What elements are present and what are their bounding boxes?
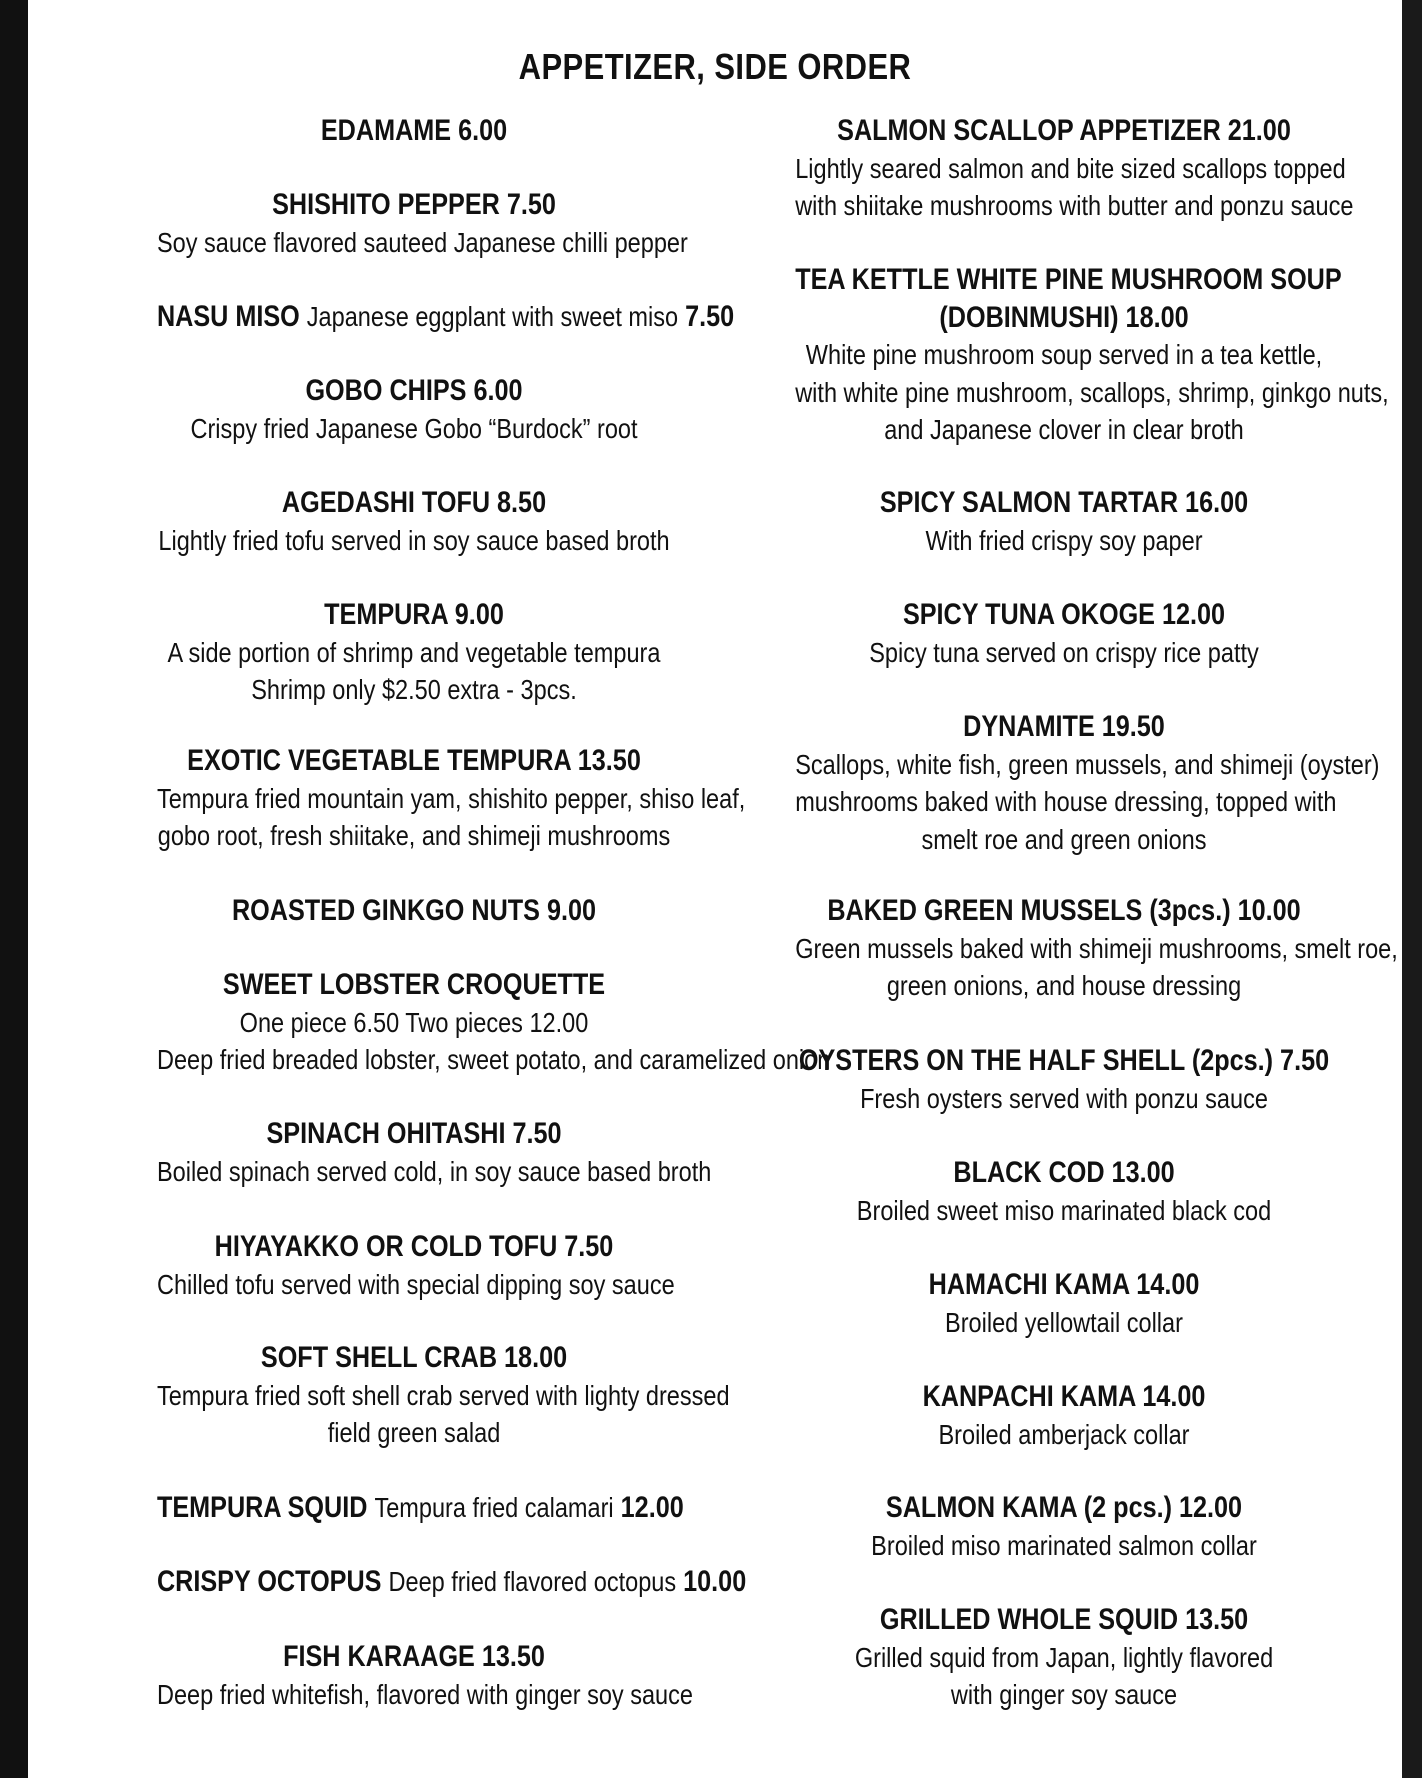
item-description: smelt roe and green onions [921,823,1207,855]
item-name-text: TEMPURA SQUID [156,1491,368,1524]
menu-page [28,0,1402,1778]
item-name: SPICY SALMON TARTAR 16.00 [879,486,1249,519]
item-name: SALMON KAMA (2 pcs.) 12.00 [885,1491,1243,1524]
menu-item [744,1154,1384,1229]
menu-item [108,186,720,261]
menu-item [744,484,1384,559]
menu-item [108,742,746,855]
item-name: TEMPURA 9.00 [324,598,504,631]
menu-item [108,966,831,1079]
item-description: Spicy tuna served on crispy rice patty [869,636,1259,668]
menu-item [744,1266,1384,1341]
item-name-text: CRISPY OCTOPUS [156,1565,382,1598]
item-name: SWEET LOBSTER CROQUETTE [222,968,606,1001]
item-description: with ginger soy sauce [950,1679,1178,1710]
menu-item [108,892,720,930]
menu-item [108,1638,720,1713]
item-description: Soy sauce flavored sauteed Japanese chilli pepper [156,226,688,258]
item-name: AGEDASHI TOFU 8.50 [281,486,547,519]
item-description: Tempura fried soft shell crab served with lighty dressed [156,1379,730,1411]
item-description: Deep fried breaded lobster, sweet potato, and caramelized onion [156,1044,831,1075]
item-name: HIYAYAKKO OR COLD TOFU 7.50 [214,1230,614,1263]
item-description: Lightly seared salmon and bite sized scallops topped [795,152,1346,184]
item-description: Broiled amberjack collar [938,1418,1190,1450]
item-name [156,1489,684,1527]
item-name: FISH KARAAGE 13.50 [283,1640,545,1673]
item-price: 7.50 [685,300,735,333]
item-description: Chilled tofu served with special dipping soy sauce [156,1268,675,1300]
item-description: with shiitake mushrooms with butter and ponzu sauce [795,190,1354,221]
menu-item [744,708,1384,858]
menu-item [108,1115,720,1190]
menu-item [108,484,720,559]
item-description: Crispy fried Japanese Gobo “Burdock” root [190,412,638,444]
item-name-cont: (DOBINMUSHI) 18.00 [939,300,1189,334]
item-description: A side portion of shrimp and vegetable tempura [167,636,661,668]
menu-item [744,112,1384,225]
menu-item [108,112,720,150]
item-description: Fresh oysters served with ponzu sauce [860,1082,1268,1114]
item-description: green onions, and house dressing [886,970,1242,1001]
item-description: Grilled squid from Japan, lightly flavored [854,1641,1274,1673]
menu-item [108,1563,747,1601]
menu-item [744,1601,1384,1714]
menu-item [744,1378,1384,1453]
item-name: GRILLED WHOLE SQUID 13.50 [879,1603,1249,1636]
menu-item [744,261,1389,449]
item-name: SHISHITO PEPPER 7.50 [272,188,556,221]
item-price: 10.00 [683,1565,747,1598]
item-name: DYNAMITE 19.50 [963,710,1165,743]
item-description: Deep fried whitefish, flavored with ginger soy sauce [156,1678,693,1710]
item-name [156,1563,747,1601]
item-description: mushrooms baked with house dressing, topped with [795,786,1337,817]
menu-item [744,596,1384,671]
menu-item [108,1339,730,1452]
menu-item [108,298,735,336]
item-inline-desc: Deep fried flavored octopus [388,1566,677,1597]
item-inline-desc: Japanese eggplant with sweet miso [306,301,679,332]
item-description: field green salad [327,1417,501,1448]
item-name: SALMON SCALLOP APPETIZER 21.00 [837,114,1291,147]
menu-item [108,1489,720,1527]
menu-item [108,596,720,709]
item-description: and Japanese clover in clear broth [884,414,1244,445]
item-name: EDAMAME 6.00 [320,114,508,147]
page-edge [1402,0,1422,1778]
item-description: With fried crispy soy paper [925,524,1203,556]
item-name-text: NASU MISO [156,300,300,333]
item-description: Broiled miso marinated salmon collar [871,1529,1257,1561]
item-description: Green mussels baked with shimeji mushrooms, smelt roe, [795,932,1398,964]
item-price: 12.00 [620,1491,684,1524]
item-name: EXOTIC VEGETABLE TEMPURA 13.50 [187,744,641,777]
item-description: Lightly fried tofu served in soy sauce based broth [158,524,670,556]
item-description: Broiled sweet miso marinated black cod [856,1194,1272,1226]
item-name: BAKED GREEN MUSSELS (3pcs.) 10.00 [827,894,1301,927]
item-name: TEA KETTLE WHITE PINE MUSHROOM SOUP [795,263,1342,296]
item-description: One piece 6.50 Two pieces 12.00 [239,1006,589,1038]
item-description: Boiled spinach served cold, in soy sauce based broth [156,1155,712,1187]
item-name: KANPACHI KAMA 14.00 [922,1380,1206,1413]
menu-item [744,1042,1384,1117]
item-name: BLACK COD 13.00 [953,1156,1175,1189]
item-name: GOBO CHIPS 6.00 [305,374,523,407]
item-name: SPICY TUNA OKOGE 12.00 [902,598,1226,631]
item-description: Scallops, white fish, green mussels, and shimeji (oyster) [795,748,1380,780]
menu-item [744,1489,1384,1564]
menu-item [744,892,1398,1005]
item-name: SOFT SHELL CRAB 18.00 [260,1341,568,1374]
item-description: White pine mushroom soup served in a tea kettle, [805,339,1323,370]
item-description: gobo root, fresh shiitake, and shimeji mushrooms [157,820,671,851]
item-description: with white pine mushroom, scallops, shrimp, ginkgo nuts, [795,376,1389,408]
menu-item [108,372,720,447]
item-description: Broiled yellowtail collar [945,1306,1183,1338]
item-name: OYSTERS ON THE HALF SHELL (2pcs.) 7.50 [798,1044,1330,1077]
item-description: Tempura fried mountain yam, shishito pepper, shiso leaf, [156,782,746,814]
item-name: ROASTED GINKGO NUTS 9.00 [231,894,597,927]
item-name: HAMACHI KAMA 14.00 [928,1268,1200,1301]
menu-title: APPETIZER, SIDE ORDER [518,46,912,87]
item-name: SPINACH OHITASHI 7.50 [266,1117,562,1150]
item-description: Shrimp only $2.50 extra - 3pcs. [251,674,577,705]
item-inline-desc: Tempura fried calamari [374,1492,614,1523]
menu-item [108,1228,720,1303]
item-name [156,298,735,336]
